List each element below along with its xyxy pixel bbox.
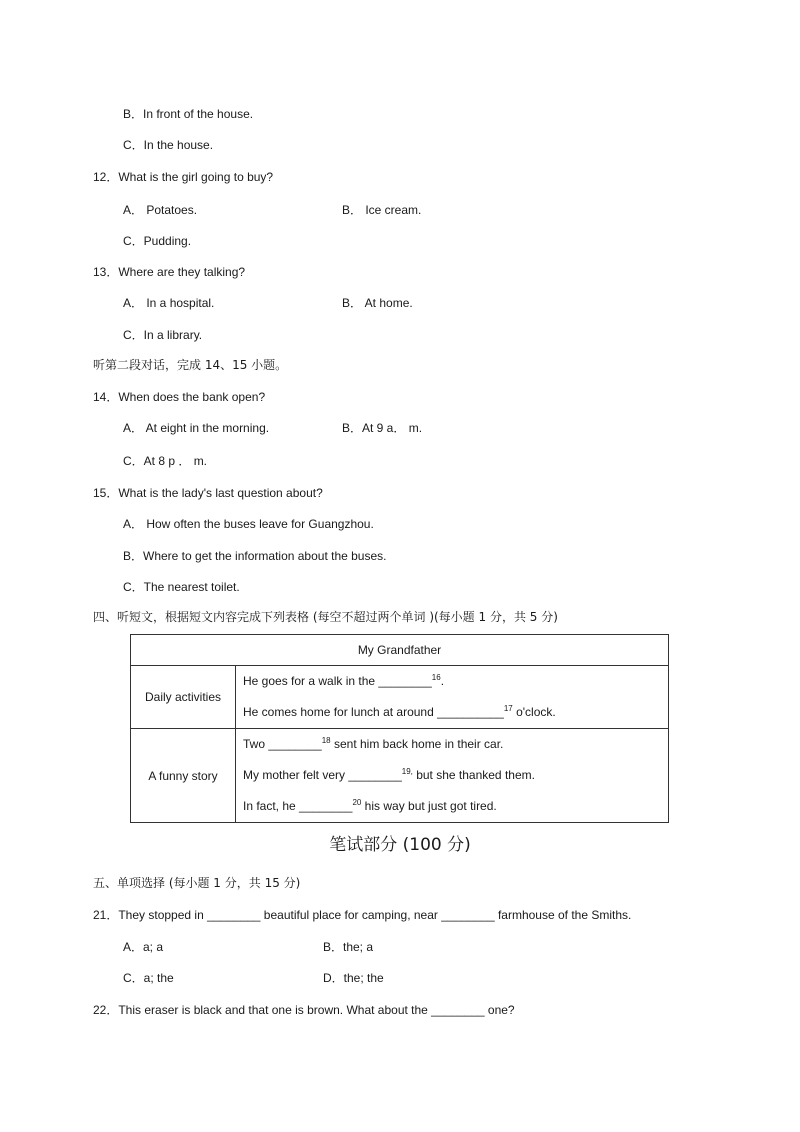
question-21: 21．They stopped in ________ beautiful place for camping, near ________ farmhouse of the Smiths. (93, 908, 632, 922)
table-title: My Grandfather (131, 635, 669, 666)
q21-option-c: C．a; the (123, 971, 174, 985)
table-row: My mother felt very ________$^{19,}$ but she thanked them. (243, 767, 535, 782)
q13-option-b: B． At home. (342, 296, 413, 310)
funny-story-label: A funny story (131, 729, 236, 823)
blank-number: 20 (352, 798, 362, 807)
part-five-heading: 五、单项选择 (每小题 1 分，共 15 分) (93, 876, 301, 890)
section-two-instruction: 听第二段对话，完成 14、15 小题。 (93, 358, 288, 372)
daily-activities-cell (236, 666, 669, 729)
written-section-title: 笔试部分 (100 分) (329, 835, 471, 855)
q13-option-c: C．In a library. (123, 328, 203, 342)
blank-number: 18 (321, 736, 331, 745)
q12-option-a: A． Potatoes. (123, 203, 198, 217)
q21-option-b: B．the; a (323, 940, 374, 954)
q12-option-b: B． Ice cream. (342, 203, 422, 217)
table-row: Two ________$^{18}$ sent him back home in their car. (243, 736, 504, 751)
q15-option-b: B．Where to get the information about the buses. (123, 549, 387, 563)
q12-option-c: C．Pudding. (123, 234, 192, 248)
q21-option-a: A．a; a (123, 940, 164, 954)
blank-number: 19, (401, 767, 413, 776)
q14-option-a: A． At eight in the morning. (123, 421, 270, 435)
question-12: 12．What is the girl going to buy? (93, 170, 274, 184)
q15-option-a: A． How often the buses leave for Guangzhou. (123, 517, 374, 531)
question-15: 15．What is the lady's last question about? (93, 486, 323, 500)
q11-option-b: B．In front of the house. (123, 107, 254, 121)
table-row: He goes for a walk in the ________$^{16}$. (243, 673, 445, 688)
q13-option-a: A． In a hospital. (123, 296, 215, 310)
q21-option-d: D．the; the (323, 971, 384, 985)
funny-story-cell (236, 729, 669, 823)
table-row: In fact, he ________$^{20}$ his way but just got tired. (243, 798, 497, 813)
blank-number: 17 (503, 704, 513, 713)
question-14: 14．When does the bank open? (93, 390, 266, 404)
question-22: 22．This eraser is black and that one is brown. What about the ________ one? (93, 1003, 515, 1017)
daily-activities-label: Daily activities (131, 666, 236, 729)
q11-option-c: C．In the house. (123, 138, 214, 152)
table-row: He comes home for lunch at around __________$^{17}$ o'clock. (243, 704, 556, 719)
q15-option-c: C．The nearest toilet. (123, 580, 240, 594)
question-13: 13．Where are they talking? (93, 265, 246, 279)
blank-number: 16 (431, 673, 441, 682)
q14-option-b: B．At 9 a． m. (342, 421, 423, 435)
q14-option-c: C．At 8 p ． m. (123, 454, 208, 468)
grandfather-table (130, 634, 669, 823)
part-four-heading: 四、听短文，根据短文内容完成下列表格 (每空不超过两个单词 )(每小题 1 分，共 5 分) (93, 610, 558, 624)
